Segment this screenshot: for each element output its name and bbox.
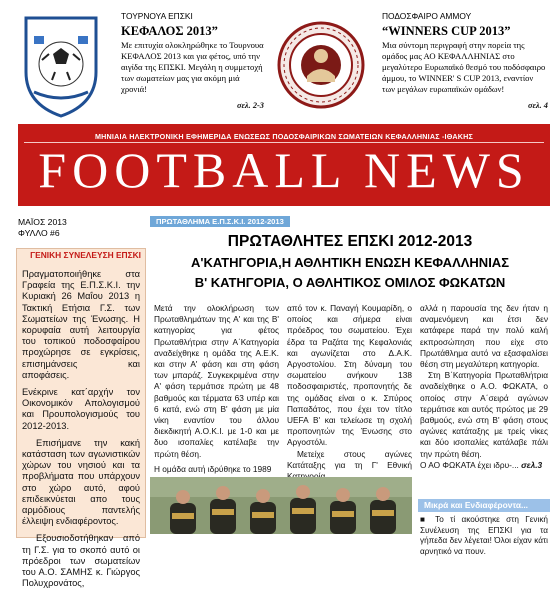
continuation-page-ref[interactable]: σελ.3: [521, 459, 543, 470]
sidebar-paragraph: Ενέκρινε κατ΄αρχήν τον Οικονομικόν Απολογισμού και Προυπολογισμούς του 2012-2013.: [22, 387, 140, 431]
team-photo: [150, 477, 412, 534]
teaser-right-label: ΠΟΔΟΣΦΑΙΡΟ ΑΜΜΟΥ: [382, 11, 472, 21]
sidebar-paragraph: Εξουσιοδοτήθηκαν από τη Γ.Σ. για το σκοπό αυτό οι πρόεδροι των σωματείων του Α.Ο. ΣΑΜΗΣ κ. Γιώργος Πολυχρονάτος,: [22, 533, 140, 589]
teaser-right-page-ref[interactable]: σελ. 4: [527, 101, 548, 110]
article-column-1: [154, 303, 279, 475]
issue-number: ΦΥΛΛΟ #6: [18, 228, 60, 238]
masthead-title: FOOTBALL NEWS: [38, 142, 530, 198]
continuation: [420, 460, 548, 471]
masthead-subtitle: ΜΗΝΙΑΙΑ ΗΛΕΚΤΡΟΝΙΚΗ ΕΦΗΜΕΡΙΔΑ ΕΝΩΣΕΩΣ ΠΟΔΟΣΦΑΙΡΙΚΩΝ ΣΩΜΑΤΕΙΩΝ ΚΕΦΑΛΛΗΝΙΑΣ -ΙΘΑΚΗΣ: [94, 132, 474, 141]
article-subheadline-b: Β' ΚΑΤΗΓΟΡΙΑ, Ο ΑΘΛΗΤΙΚΟΣ ΟΜΙΛΟΣ ΦΩΚΑΤΩΝ: [194, 275, 506, 290]
teaser-right-text: Μια σύντομη περιγραφή στην πορεία της ομάδος μας ΑΟ ΚΕΦΑΛΛΗΝΙΑΣ στο μεγαλύτερο Ευρωπαϊκό θεσμό του ποδόσφαιρο άμμου, το WINNER' S CUP 2013, εναντίον των μεγάλων ευρωπαϊκών ομάδων!: [382, 40, 546, 94]
column-text: Μετείχε στους αγώνες Κατάταξης για τη Γ' Εθνική: [287, 448, 412, 470]
sidebar-paragraph: Πραγματοποιήθηκε στα Γραφεία της Ε.Π.Σ.Κ.Ι. την Κυριακή 26 Μαΐου 2013 η Τακτική Ετήσια Γ.Σ. των Σωματείων της Ένωσης. Η κορυφαία αυτή λειτουργία του τοπικού ποδοσφαίρου προχώρησε σε εγκρίσεις, επισημάνσεις και αποφάσεις.: [22, 269, 140, 380]
association-crest: [277, 10, 365, 120]
briefs-tag[interactable]: Μικρά και Ενδιαφέροντα...: [418, 499, 550, 512]
teaser-left-text: Με επιτυχία ολοκληρώθηκε το Τουρνουα ΚΕΦΑΛΟΣ 2013 και για φέτος, υπό την αιγίδα της ΕΠΣΚΙ. Μεγάλη η συμμετοχή των σωματείων μας για ακόμη μιά χρονιά!: [121, 40, 264, 94]
column-text: Μετά την ολοκλήρωση των Πρωταθλημάτων της Α' και της Β' κατηγορίας για φέτος Πρωταθλήτρια στην Α΄Κατηγορία αναδείχθηκε η ομάδα της Α.Ε.Κ. και στην Α' φάση και στη φάση των μπαράζ. Συγκεκριμένα στην Α' φάση τερμάτισε πρώτη με 48 βαθμούς και τέρματα 63 υπέρ και 6 κατά, ενώ στη Β' φάση με μία νίκη εναντίον του άλλου διεκδικητή Α.Ο.Κ.Ι. με 1-0 και με δυο ισοπαλίες κατέλαβε την πρώτη θέση.: [154, 303, 279, 459]
brief-item: Το τί ακούστηκε στη Γενική Συνέλευση της ΕΠΣΚΙ για τα γήπεδα δεν λέγεται! Όλοι είχαν κάτι αρνητικό να πουν.: [420, 515, 548, 556]
section-tag[interactable]: ΠΡΩΤΑΘΛΗΜΑ Ε.Π.Σ.Κ.Ι. 2012-2013: [150, 216, 290, 227]
masthead-banner: [18, 124, 550, 206]
teaser-left-title[interactable]: ΚΕΦΑΛΟΣ 2013”: [121, 24, 218, 38]
sidebar-heading: ΓΕΝΙΚΗ ΣΥΝΕΛΕΥΣΗ ΕΠΣΚΙ: [30, 250, 141, 260]
sidebar-body: [17, 269, 145, 589]
article-column-3: [420, 303, 548, 471]
teaser-left-page-ref[interactable]: σελ. 2-3: [236, 101, 264, 110]
column-text: Στη Β΄Κατηγορία Πρωταθλήτρια αναδείχθηκε ο Α.Ο. ΦΩΚΑΤΑ, ο οποίος στην Α΄σειρά αγώνων τερμάτισε και αυτός πρώτος με 29 βαθμούς, ενώ στη Β' φάση στους αγώνες κατάταξης με τρείς νίκες και δύο ισοπαλίες κατάλαβε πάλι την πρώτη θέση.: [420, 370, 548, 459]
column-text: Ο ΑΟ ΦΩΚΑΤΑ έχει ιδρυ-...: [420, 459, 522, 470]
teaser-right-title[interactable]: “WINNERS CUP 2013”: [382, 24, 511, 38]
briefs-text: [420, 515, 548, 557]
teaser-left-label: ΤΟΥΡΝΟΥΑ ΕΠΣΚΙ: [121, 11, 193, 21]
issue-date: ΜΑΪΟΣ 2013: [18, 217, 67, 227]
column-text: αλλά η παρουσία της δεν ήταν η αναμενόμενη και έτσι δεν κατάφερε παρά την πολύ καλή εκπροσώπηση που είχε στο Πρωτάθλημα αυτό να εξασφαλίσει θέση στη μεγαλύτερη κατηγορία.: [420, 303, 548, 370]
article-subheadline-a: Α'ΚΑΤΗΓΟΡΙΑ,Η ΑΘΛΗΤΙΚΗ ΕΝΩΣΗ ΚΕΦΑΛΛΗΝΙΑΣ: [190, 255, 509, 270]
epski-tournament-logo: [20, 12, 102, 118]
article-headline: ΠΡΩΤΑΘΛΗΤΕΣ ΕΠΣΚΙ 2012-2013: [227, 233, 473, 250]
bullet-icon: ■: [420, 515, 436, 524]
general-assembly-sidebar: [16, 248, 146, 589]
column-text: Η ομάδα αυτή ιδρύθηκε το 1989: [154, 463, 272, 474]
column-text: από τον κ. Παναγή Κουμαρίδη, ο οποίος και σήμερα είναι πρόεδρος του σωματείου. Έχει έδρα τα Ραζάτα της Κεφαλονιάς και αγωνίζεται στο Δ.Α.Κ. Αργοστολίου. Στη δύναμη του σωματείου ανήκουν 138 ποδοσφαιριστές, προπονητής δε της ομάδας είναι ο κ. Σπύρος Παπαδάτος, που έχει τον τίτλο UEFA B' και τελείωσε τη σχολή προπονητών της Ένωσης στο Αργοστόλι.: [287, 303, 412, 448]
sidebar-paragraph: Επισήμανε την κακή κατάσταση των αγωνιστικών χώρων του νησιού και τα προβλήματα που υπάρχουν στο χώρο αυτό, αφού επιδεικνύεται απο τους αρμόδιους παντελής έλλειψη ενδιαφέροντος.: [22, 437, 140, 527]
article-column-2: [287, 303, 412, 482]
